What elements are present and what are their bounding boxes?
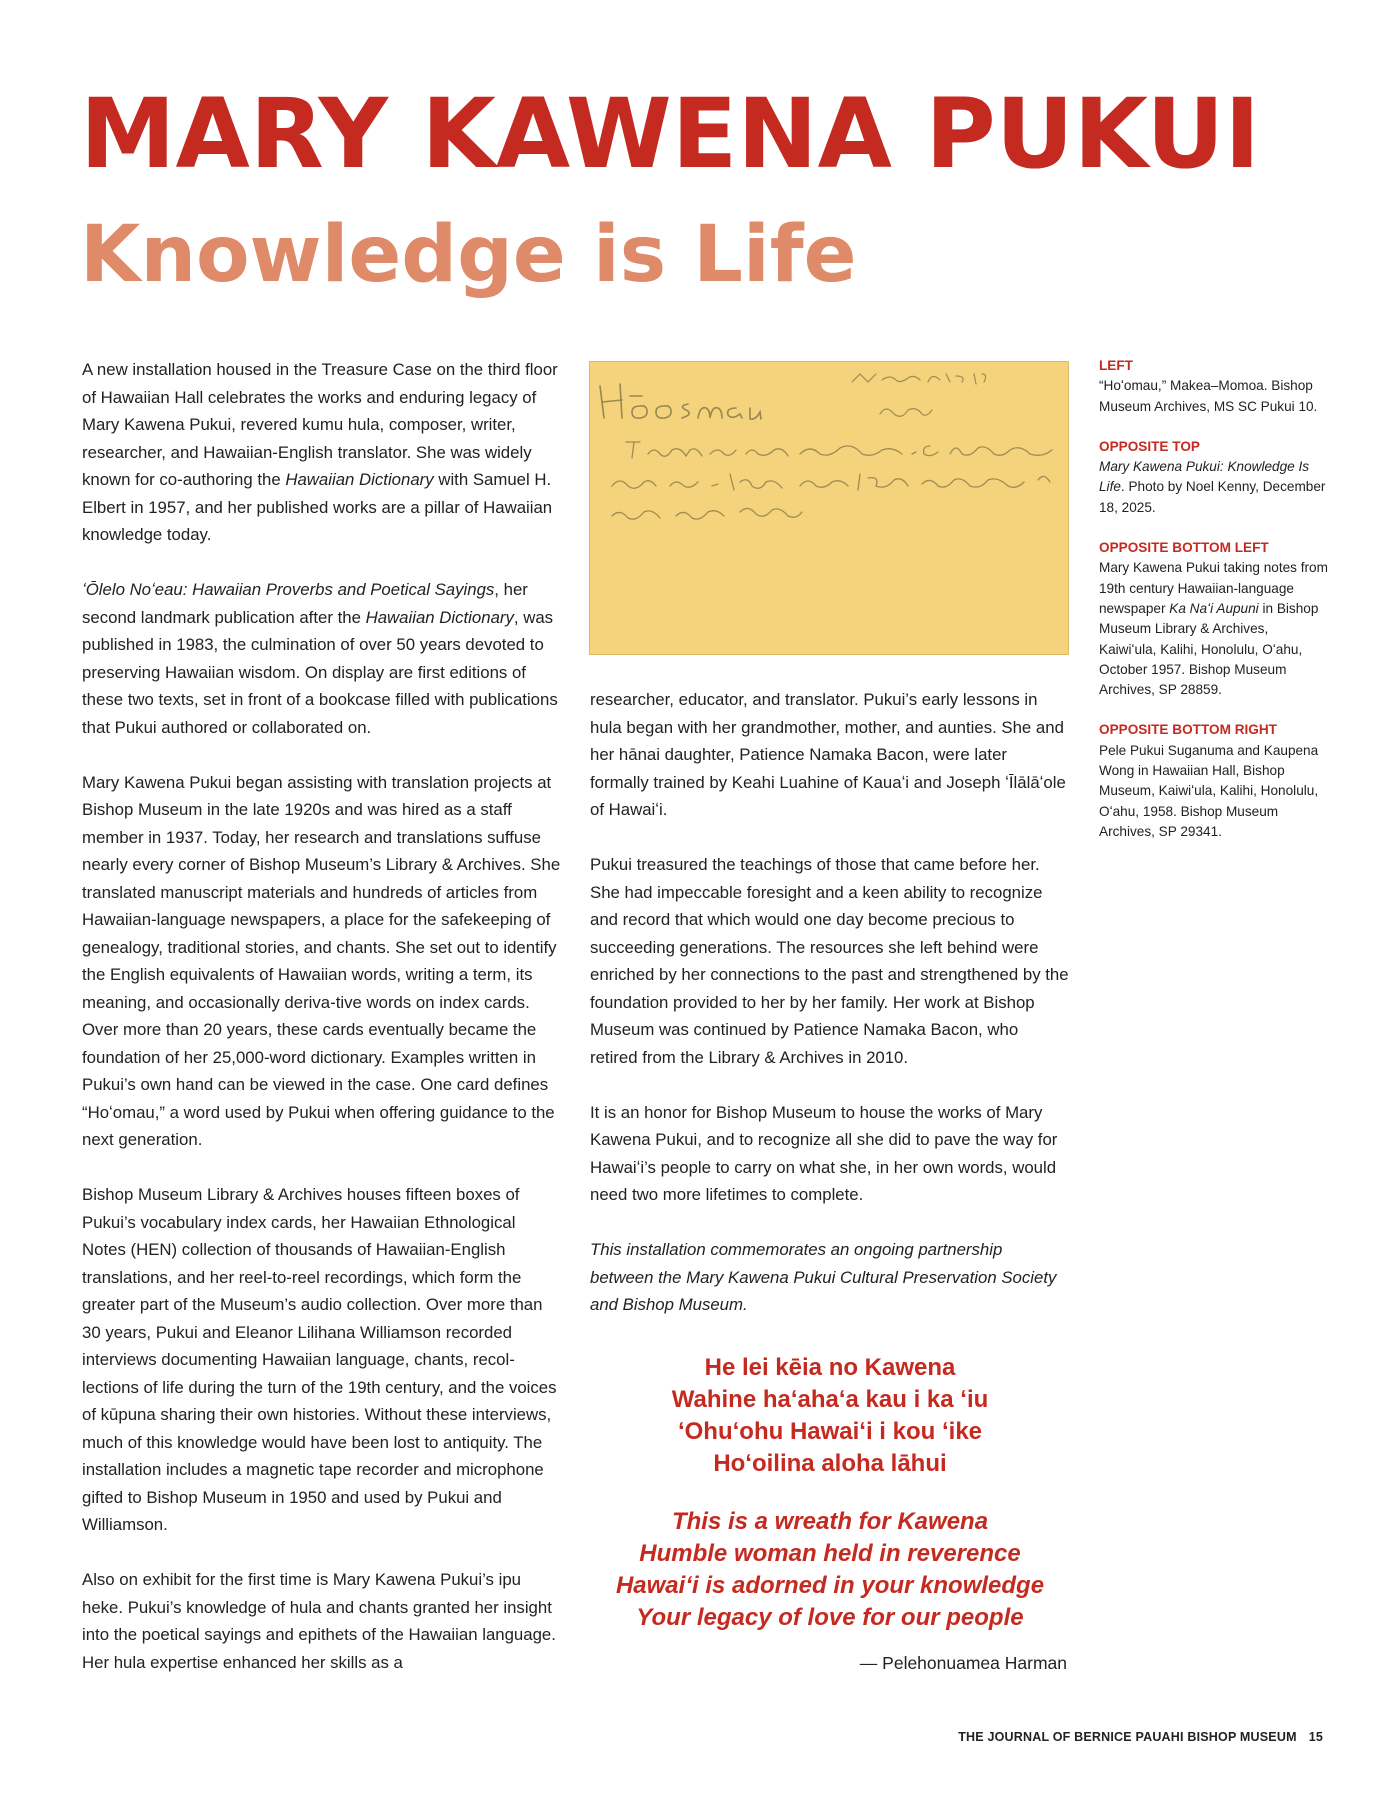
caption-heading: OPPOSITE BOTTOM LEFT xyxy=(1099,540,1269,556)
paragraph xyxy=(82,356,562,549)
paragraph: Mary Kawena Pukui began assisting with translation projects at Bishop Museum in the late 1920s and was hired as a staff member in 1937. Today, her research and translations suffuse nearly every corner of Bishop Museum’s Library & Archives. She translated manuscript materials and hundreds of articles from Hawaiian-language newspapers, a place for the safekeeping of genealogy, traditional stories, and chants. She set out to identify the English equivalents of Hawaiian words, writing a term, its meaning, and occasionally deriva-tive words on index cards. Over more than 20 years, these cards eventually became the foundation of her 25,000-word dictionary. Examples written in Pukui’s own hand can be viewed in the case. One card defines “Hoʻomau,” a word used by Pukui when offering guidance to the next generation. xyxy=(82,772,561,1149)
text-run: , was published in 1983, the culmination of over 50 years devoted to preserving Hawaiian wisdom. On display are first editions of these two texts, set in front of a bookcase filled with publications that Pukui authored or collaborated on. xyxy=(82,607,558,737)
text-run: Mary Kawena Pukui taking notes from 19th century Hawaiian-language newspaper xyxy=(1099,560,1328,616)
caption-heading: LEFT xyxy=(1099,358,1133,373)
text-run: . Photo by Noel Kenny, December 18, 2025. xyxy=(1099,479,1326,515)
poem xyxy=(590,1352,1070,1634)
text-run: A new installation housed in the Treasure Case on the third floor of Hawaiian Hall celebrates the works and enduring legacy of Mary Kawena Pukui, revered kumu hula, composer, writer, researcher, and Hawaiian-English translator. She was widely known for co-authoring the xyxy=(82,360,558,489)
text-run-italic: This installation commemorates an ongoing partnership between the Mary Kawena Pukui Cultural Preservation Society and Bishop Museum. xyxy=(590,1240,1057,1314)
caption-body: Pele Pukui Suganuma and Kaupena Wong in Hawaiian Hall, Bishop Museum, Kaiwiʻula, Kalihi, Honolulu, Oʻahu, 1958. Bishop Museum Archives, SP 29341. xyxy=(1099,742,1319,839)
page-subtitle: Knowledge is Life xyxy=(80,210,857,300)
caption-body: “Hoʻomau,” Makea–Momoa. Bishop Museum Archives, MS SC Pukui 10. xyxy=(1099,378,1318,414)
poem-line: Your legacy of love for our people xyxy=(636,1604,1024,1631)
paragraph: Pukui treasured the teachings of those that came before her. She had impeccable foresight and a keen ability to recognize and record that which would one day become precious to succeeding generations. The resources she left behind were enriched by her connections to the past and strengthened by the foundation provided to her by her family. Her work at Bishop Museum was continued by Patience Namaka Bacon, who retired from the Library & Archives in 2010. xyxy=(590,855,1069,1067)
paragraph: Also on exhibit for the first time is Mary Kawena Pukui’s ipu heke. Pukui’s knowledge of hula and chants granted her insight into the poetical sayings and epithets of the Hawaiian language. Her hula expertise enhanced her skills as a xyxy=(82,1570,556,1672)
captions-sidebar xyxy=(1099,356,1329,862)
poem-line: Hawaiʻi is adorned in your knowledge xyxy=(615,1572,1045,1599)
caption-heading: OPPOSITE TOP xyxy=(1099,438,1200,454)
paragraph: researcher, educator, and translator. Pukui’s early lessons in hula began with her grandmother, mother, and aunties. She and her hānai daughter, Patience Namaka Bacon, were later formally trained by Keahi Luahine of Kauaʻi and Joseph ʻĪlālāʻole of Hawaiʻi. xyxy=(590,690,1066,819)
text-run-italic: Hawaiian Dictionary xyxy=(365,607,514,627)
text-run-italic: ʻŌlelo Noʻeau: Hawaiian Proverbs and Poetical Sayings xyxy=(82,580,495,599)
poem-line: This is a wreath for Kawena xyxy=(671,1508,989,1535)
paragraph xyxy=(590,1236,1070,1319)
poem-line: Humble woman held in reverence xyxy=(639,1540,1021,1567)
handwriting-card-svg xyxy=(590,362,1068,654)
poem-attribution: — Pelehonuamea Harman xyxy=(859,1653,1067,1673)
paragraph xyxy=(82,576,562,741)
caption-body xyxy=(1099,558,1329,700)
middle-column xyxy=(590,686,1070,1319)
text-run: with Samuel H. Elbert in 1957, and her published works are a pillar of Hawaiian knowledge today. xyxy=(82,470,553,544)
poem-line: Hoʻoilina aloha lāhui xyxy=(713,1450,947,1477)
text-run-italic: Mary Kawena Pukui: Knowledge Is Life xyxy=(1099,459,1310,495)
text-run-italic: Ka Naʻi Aupuni xyxy=(1169,600,1259,616)
page-footer xyxy=(900,1730,1323,1744)
hoomau-index-card-image xyxy=(589,361,1069,655)
poem-line: Wahine haʻahaʻa kau i ka ʻiu xyxy=(671,1386,989,1413)
paragraph: Bishop Museum Library & Archives houses fifteen boxes of Pukui’s vocabulary index cards, her Hawaiian Ethnological Notes (HEN) collection of thousands of Hawaiian-English translations, and her reel-to-reel recordings, which form the greater part of the Museum’s audio collection. Over more than 30 years, Pukui and Eleanor Lilihana Williamson recorded interviews documenting Hawaiian language, chants, recol-lections of life during the turn of the 19th century, and the voices of kūpuna sharing their own histories. Without these interviews, much of this knowledge would have been lost to antiquity. The installation includes a magnetic tape recorder and microphone gifted to Bishop Museum in 1950 and used by Pukui and Williamson. xyxy=(82,1185,557,1534)
paragraph: It is an honor for Bishop Museum to house the works of Mary Kawena Pukui, and to recognize all she did to pave the way for Hawaiʻi’s people to carry on what she, in her own words, would need two more lifetimes to complete. xyxy=(590,1102,1058,1204)
caption-heading: OPPOSITE BOTTOM RIGHT xyxy=(1099,722,1277,738)
left-column xyxy=(82,356,562,1676)
page-number: 15 xyxy=(1308,1730,1323,1744)
text-run: , her second landmark publication after the xyxy=(82,580,528,627)
poem-stanza-english xyxy=(590,1506,1070,1634)
poem-line: He lei kēia no Kawena xyxy=(704,1354,956,1381)
page-title: MARY KAWENA PUKUI xyxy=(80,78,1261,190)
poem-stanza-hawaiian xyxy=(590,1352,1070,1480)
journal-name: THE JOURNAL OF BERNICE PAUAHI BISHOP MUSEUM xyxy=(958,1730,1297,1744)
poem-line: ʻOhuʻohu Hawaiʻi i kou ʻike xyxy=(677,1418,983,1445)
text-run-italic: Hawaiian Dictionary xyxy=(285,470,434,489)
caption-body xyxy=(1099,457,1329,518)
text-run: in Bishop Museum Library & Archives, Kaiwiʻula, Kalihi, Honolulu, Oʻahu, October 1957. Bishop Museum Archives, SP 28859. xyxy=(1099,600,1319,698)
